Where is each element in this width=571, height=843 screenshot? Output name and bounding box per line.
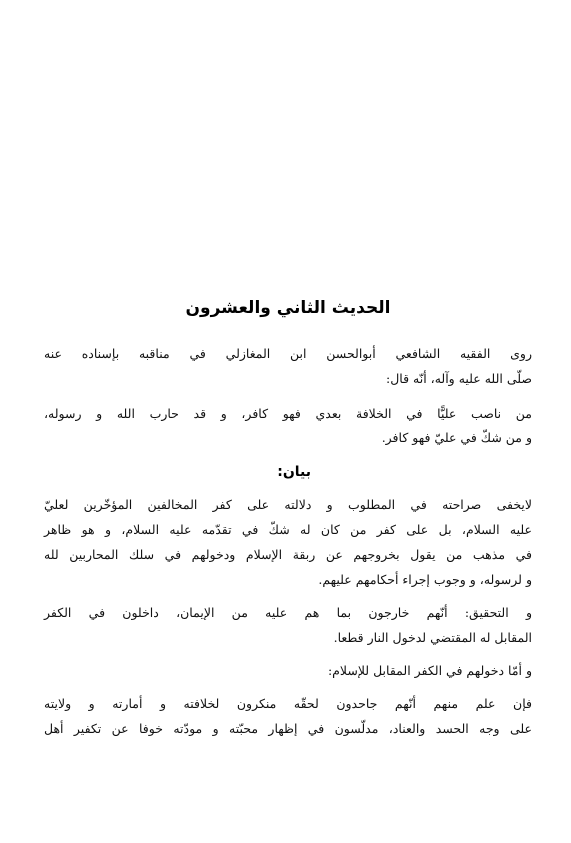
paragraph-2-line-2: و من شكّ في عليّ فهو كافر.	[381, 430, 532, 445]
paragraph-1-line-2: صلّى الله عليه وآله، أنّه قال:	[385, 371, 532, 386]
paragraph-5-line-1: و أمّا دخولهم في الكفر المقابل للإسلام:	[327, 663, 532, 678]
paragraph-4-line-2: المقابل له المقتضي لدخول النار قطعا.	[333, 630, 532, 645]
paragraph-3-line-4: و لرسوله، و وجوب إجراء أحكامهم عليهم.	[318, 572, 532, 587]
paragraph-4-line-1: و التحقيق: أنّهم خارجون بما هم عليه من الإيمان، داخلون في الكفر	[44, 605, 532, 620]
paragraph-6-line-2: على وجه الحسد والعناد، مدلّسون في إظهار محبّته و مودّته خوفا عن تكفير أهل	[44, 721, 532, 736]
paragraph-2-line-1: من ناصب عليًّا في الخلافة بعدي فهو كافر، و قد حارب الله و رسوله،	[44, 406, 532, 421]
paragraph-3-line-3: في مذهب من يقول بخروجهم عن ربقة الإسلام ودخولهم في سلك المحاربين لله	[44, 547, 532, 562]
paragraph-1-line-1: روى الفقيه الشافعي أبوالحسن ابن المغازلي في مناقبه بإسناده عنه	[44, 346, 532, 361]
hadith-title: الحديث الثاني والعشرون	[185, 298, 391, 318]
paragraph-6-line-1: فإن علم منهم أنّهم جاحدون لحقّه منكرون لخلافته و أمارته و ولايته	[44, 696, 532, 711]
paragraph-3-line-1: لايخفى صراحته في المطلوب و دلالته على كفر المخالفين المؤخّرين لعليّ	[44, 497, 532, 512]
paragraph-3-line-2: عليه السلام، بل على كفر من كان له شكّ في تقدّمه عليه السلام، و هو ظاهر	[44, 522, 532, 537]
bayan-heading: بيان:	[277, 464, 311, 480]
